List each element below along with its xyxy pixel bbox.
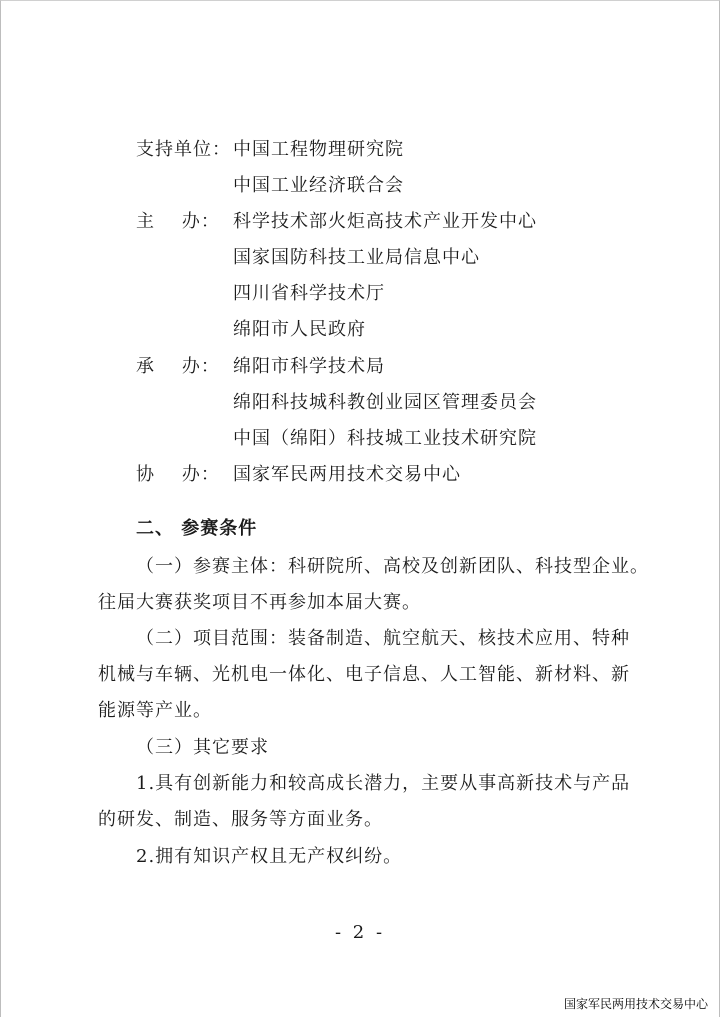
page-number: - 2 - [334,922,386,943]
organizer-item: 中国（绵阳）科技城工业技术研究院 [233,428,537,449]
paragraph-line: 机械与车辆、光机电一体化、电子信息、人工智能、新材料、新 [98,664,630,685]
paragraph-line: 2.拥有知识产权且无产权纠纷。 [136,846,403,867]
support-item: 中国工程物理研究院 [233,139,404,160]
co-label-text: 协 办： [136,464,220,485]
organizer-item: 绵阳科技城科教创业园区管理委员会 [233,392,537,413]
paragraph-line: 往届大赛获奖项目不再参加本届大赛。 [98,592,421,613]
host-item: 国家国防科技工业局信息中心 [233,247,480,268]
paragraph-line: 1.具有创新能力和较高成长潜力，主要从事高新技术与产品 [136,773,631,794]
section-heading: 二、 参赛条件 [136,518,258,539]
subheading: （三）其它要求 [136,737,269,758]
support-item: 中国工业经济联合会 [233,175,404,196]
paragraph-line: （一）参赛主体：科研院所、高校及创新团队、科技型企业。 [136,556,649,577]
host-label-text: 主 办： [136,211,220,232]
support-label: 支持单位： [136,139,231,160]
organizer-label-text: 承 办： [136,356,220,377]
organizer-label [136,355,220,379]
host-item: 科学技术部火炬高技术产业开发中心 [233,211,537,232]
organizer-item: 绵阳市科学技术局 [233,356,385,377]
host-item: 绵阳市人民政府 [233,319,366,340]
co-label [136,463,220,487]
co-item: 国家军民两用技术交易中心 [233,464,461,485]
host-label [136,210,220,234]
paragraph-line: （二）项目范围：装备制造、航空航天、核技术应用、特种 [136,628,630,649]
paragraph-line: 的研发、制造、服务等方面业务。 [98,809,383,830]
paragraph-line: 能源等产业。 [98,700,212,721]
host-item: 四川省科学技术厅 [233,283,385,304]
watermark: 国家军民两用技术交易中心 [563,997,708,1011]
